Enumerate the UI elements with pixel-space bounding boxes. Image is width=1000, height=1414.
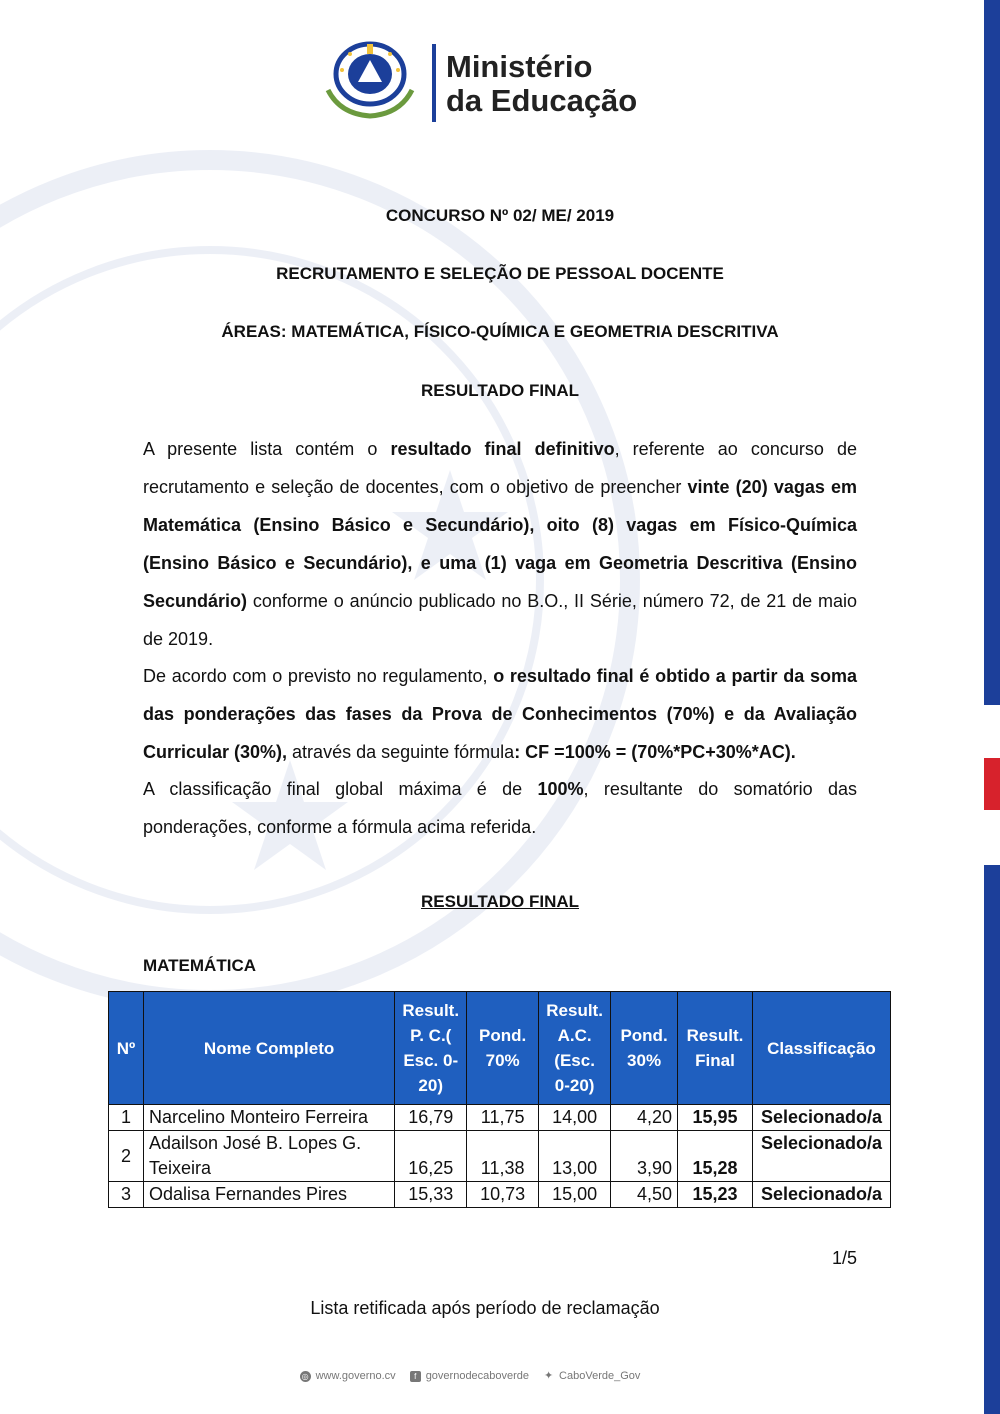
cell-pond70: 11,38: [467, 1131, 539, 1182]
cell-pond30: 3,90: [611, 1131, 678, 1182]
cell-ac: 14,00: [539, 1105, 611, 1131]
cell-classificacao: Selecionado/a: [752, 1131, 890, 1182]
header-result-ac: Result. A.C. (Esc. 0-20): [539, 992, 611, 1105]
table-row: [109, 1131, 891, 1182]
cell-pc: 16,79: [395, 1105, 467, 1131]
header-n: Nº: [109, 992, 144, 1105]
logo-line-2: da Educação: [446, 83, 638, 118]
cell-final: 15,28: [678, 1131, 753, 1182]
twitter-icon: ✦: [543, 1369, 554, 1382]
header-nome: Nome Completo: [143, 992, 394, 1105]
header-result-final: Result. Final: [678, 992, 753, 1105]
twitter-text: CaboVerde_Gov: [559, 1370, 641, 1382]
header-classificacao: Classificação: [752, 992, 890, 1105]
logo-divider: [432, 44, 436, 122]
cell-pond70: 11,75: [467, 1105, 539, 1131]
heading-concurso: CONCURSO Nº 02/ ME/ 2019: [385, 206, 615, 225]
ministry-logo-text: [446, 50, 637, 118]
cell-final: 15,23: [678, 1182, 753, 1208]
results-table: [108, 991, 891, 1208]
website-link[interactable]: [300, 1370, 396, 1382]
twitter-link[interactable]: [543, 1370, 640, 1382]
edge-stripe-blue-bottom: [984, 865, 1000, 1414]
header-pond-30: Pond. 30%: [611, 992, 678, 1105]
facebook-text: governodecaboverde: [425, 1370, 530, 1382]
globe-icon: ◎: [300, 1371, 311, 1382]
cell-n: 3: [109, 1182, 144, 1208]
cell-classificacao: Selecionado/a: [752, 1105, 890, 1131]
heading-recrutamento: RECRUTAMENTO E SELEÇÃO DE PESSOAL DOCENTE: [276, 264, 724, 283]
paragraph-classificacao: A classificação final global máxima é de 100%, resultante do somatório das ponderações, conforme a fórmula acima referida.: [143, 779, 857, 837]
section-area-matematica: MATEMÁTICA: [143, 956, 256, 975]
cell-final: 15,95: [678, 1105, 753, 1131]
cell-ac: 15,00: [539, 1182, 611, 1208]
section-resultado-final: RESULTADO FINAL: [420, 892, 580, 911]
page-number: 1/5: [831, 1248, 857, 1268]
cell-n: 2: [109, 1131, 144, 1182]
logo-line-1: Ministério: [446, 49, 593, 84]
paragraph-regulamento: De acordo com o previsto no regulamento, o resultado final é obtido a partir da soma das ponderações das fases da Prova de Conhecimentos (70%) e da Avaliação Curricular (30%), através da seguinte fórmula: CF =100% = (70%*PC+30%*AC).: [143, 666, 857, 762]
coat-of-arms-logo: [320, 40, 420, 120]
cell-n: 1: [109, 1105, 144, 1131]
cell-pond30: 4,50: [611, 1182, 678, 1208]
table-header-row: [109, 992, 891, 1105]
table-row: [109, 1182, 891, 1208]
facebook-link[interactable]: [410, 1370, 529, 1382]
social-links: [0, 1370, 940, 1382]
paragraph-intro: A presente lista contém o resultado final definitivo, referente ao concurso de recrutamento e seleção de docentes, com o objetivo de preencher vinte (20) vagas em Matemática (Ensino Básico e Secundário), oito (8) vagas em Físico-Química (Ensino Básico e Secundário), e uma (1) vaga em Geometria Descritiva (Ensino Secundário) conforme o anúncio publicado no B.O., II Série, número 72, de 21 de maio de 2019.: [143, 439, 857, 649]
cell-pc: 15,33: [395, 1182, 467, 1208]
cell-nome: Odalisa Fernandes Pires: [143, 1182, 394, 1208]
cell-classificacao: Selecionado/a: [752, 1182, 890, 1208]
cell-ac: 13,00: [539, 1131, 611, 1182]
footer-note: Lista retificada após período de reclamação: [310, 1298, 660, 1318]
cell-pond70: 10,73: [467, 1182, 539, 1208]
edge-stripe-blue-top: [984, 0, 1000, 705]
website-text: www.governo.cv: [315, 1370, 396, 1382]
cell-nome: Adailson José B. Lopes G. Teixeira: [143, 1131, 394, 1182]
table-row: [109, 1105, 891, 1131]
header-pond-70: Pond. 70%: [467, 992, 539, 1105]
heading-areas: ÁREAS: MATEMÁTICA, FÍSICO-QUÍMICA E GEOMETRIA DESCRITIVA: [221, 322, 779, 341]
heading-resultado: RESULTADO FINAL: [420, 381, 580, 400]
edge-stripe-red: [984, 758, 1000, 810]
facebook-icon: f: [410, 1371, 421, 1382]
header-result-pc: Result. P. C.( Esc. 0- 20): [395, 992, 467, 1105]
cell-pc: 16,25: [395, 1131, 467, 1182]
cell-pond30: 4,20: [611, 1105, 678, 1131]
cell-nome: Narcelino Monteiro Ferreira: [143, 1105, 394, 1131]
